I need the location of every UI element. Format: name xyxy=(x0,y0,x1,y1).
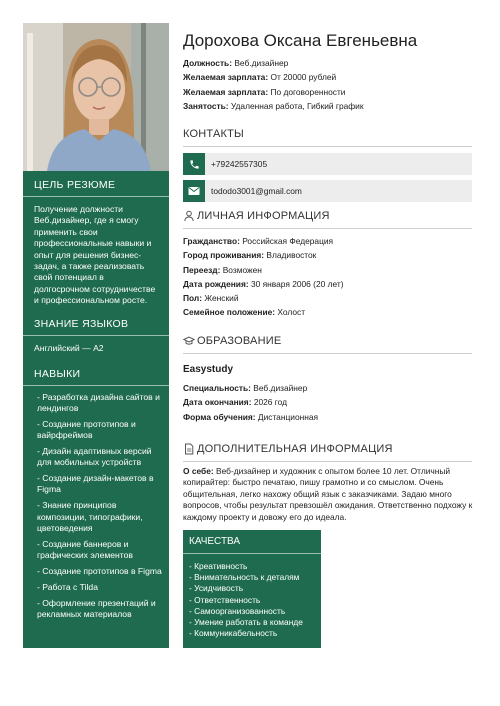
about-text xyxy=(183,466,475,523)
phone-icon xyxy=(183,153,205,175)
skill-item: - Создание прототипов и вайрфреймов xyxy=(37,419,136,441)
languages-title: ЗНАНИЕ ЯЗЫКОВ xyxy=(34,318,129,330)
left-sidebar xyxy=(23,23,169,648)
field-value: Российская Федерация xyxy=(242,236,334,246)
about-label: О себе: xyxy=(183,466,214,476)
skill-item: - Создание баннеров и графических элементов xyxy=(37,538,133,560)
field-label: Дата рождения: xyxy=(183,278,249,289)
personal-title xyxy=(183,210,472,222)
additional-title xyxy=(183,443,472,455)
quality-item: - Усидчивость xyxy=(189,583,244,594)
contacts-title-text: КОНТАКТЫ xyxy=(183,128,244,140)
skill-item: - Дизайн адаптивных версий для мобильных устройств xyxy=(37,446,152,468)
field-value: Дистанционная xyxy=(257,411,319,422)
field-label: Специальность: xyxy=(183,383,251,393)
candidate-name: Дорохова Оксана Евгеньевна xyxy=(183,31,418,50)
field-graduation xyxy=(183,395,483,409)
languages-section xyxy=(23,315,169,354)
about-body: Веб-дизайнер и художник с опытом более 10 лет. Отличный копирайтер: быстро печатаю, пишу грамотно и со смыслом. Очень общительная, легко нахожу общий язык с заказчиками. Задаю много вопросов, чтобы результат превзошёл ожидания. Ответственно подхожу к каждому проекту и довожу его до идеала. xyxy=(183,466,473,522)
document-icon xyxy=(183,443,195,455)
quality-item: - Внимательность к деталям xyxy=(189,572,300,583)
field-label: Пол: xyxy=(183,293,203,304)
skills-title: НАВЫКИ xyxy=(34,368,81,380)
profile-photo xyxy=(23,23,169,171)
field-position xyxy=(183,56,483,70)
languages-text: Английский — A2 xyxy=(34,343,104,353)
contacts-divider xyxy=(183,146,472,147)
field-value: Веб.дизайнер xyxy=(253,383,308,393)
quality-item: - Коммуникабельность xyxy=(189,628,278,639)
skill-item: - Разработка дизайна сайтов и лендингов xyxy=(37,392,160,414)
personal-fields xyxy=(183,234,483,320)
goal-text: Получение должности Веб.дизайнер, где я смогу применить свои профессиональные навыки и опыт для решения бизнес-задач, а также реализовать свой потенциал в долгосрочном сотрудничестве и профессиональном росте. xyxy=(34,204,156,306)
field-label: Должность: xyxy=(183,58,232,68)
mail-icon xyxy=(183,180,205,202)
field-value: По договоренности xyxy=(270,86,346,97)
field-marital xyxy=(183,305,483,319)
field-label: Гражданство: xyxy=(183,236,240,246)
field-value: 30 января 2006 (20 лет) xyxy=(250,278,344,289)
field-label: Переезд: xyxy=(183,264,221,275)
education-divider xyxy=(183,353,472,354)
field-label: Желаемая зарплата: xyxy=(183,72,269,83)
field-relocation xyxy=(183,263,483,277)
additional-title-text: ДОПОЛНИТЕЛЬНАЯ ИНФОРМАЦИЯ xyxy=(197,443,393,455)
field-salary-alt xyxy=(183,85,483,99)
field-specialty xyxy=(183,381,483,395)
contact-phone[interactable] xyxy=(183,153,472,175)
field-value: Женский xyxy=(204,293,239,304)
skills-list xyxy=(23,386,169,620)
quality-item: - Самоорганизованность xyxy=(189,605,286,616)
phone-text: +79242557305 xyxy=(211,159,268,169)
skill-item: - Знание принципов композиции, типографики, цветоведения xyxy=(37,500,143,533)
personal-title-text: ЛИЧНАЯ ИНФОРМАЦИЯ xyxy=(197,210,330,222)
field-salary xyxy=(183,70,483,84)
quality-item: - Умение работать в команде xyxy=(189,617,303,628)
education-title-text: ОБРАЗОВАНИЕ xyxy=(197,335,282,347)
education-title xyxy=(183,335,472,347)
email-text: tododo3001@gmail.com xyxy=(211,186,302,196)
field-label: Занятость: xyxy=(183,100,229,111)
field-value: Удаленная работа, Гибкий график xyxy=(230,100,364,111)
field-value: Веб.дизайнер xyxy=(234,58,289,68)
field-study-form xyxy=(183,410,483,424)
skill-item: - Оформление презентаций и рекламных материалов xyxy=(37,597,156,619)
quality-item: - Ответственность xyxy=(189,594,261,605)
contact-email[interactable] xyxy=(183,180,472,202)
field-value: От 20000 рублей xyxy=(270,72,337,83)
skill-item: - Создание дизайн-макетов в Figma xyxy=(37,473,154,495)
skill-item: - Создание прототипов в Figma xyxy=(37,565,162,576)
graduation-cap-icon xyxy=(183,335,195,347)
qualities-list xyxy=(183,554,321,639)
field-value: 2026 год xyxy=(253,397,288,408)
personal-divider xyxy=(183,228,472,229)
field-label: Желаемая зарплата: xyxy=(183,86,269,97)
quality-item: - Креативность xyxy=(189,561,248,571)
skills-section xyxy=(23,365,169,625)
field-gender xyxy=(183,291,483,305)
field-value: Возможен xyxy=(222,264,262,275)
field-label: Дата окончания: xyxy=(183,397,252,408)
user-icon xyxy=(183,210,195,222)
education-fields xyxy=(183,381,483,424)
qualities-box xyxy=(183,530,321,648)
field-value: Холост xyxy=(277,307,306,318)
goal-title: ЦЕЛЬ РЕЗЮМЕ xyxy=(34,179,116,191)
field-birthdate xyxy=(183,277,483,291)
institution-name: Easystudy xyxy=(183,364,234,375)
field-label: Город проживания: xyxy=(183,250,265,261)
qualities-title: КАЧЕСТВА xyxy=(189,536,241,547)
additional-divider xyxy=(183,461,472,462)
field-label: Форма обучения: xyxy=(183,411,256,422)
field-label: Семейное положение: xyxy=(183,307,276,318)
field-citizenship xyxy=(183,234,483,248)
field-value: Владивосток xyxy=(266,250,317,261)
goal-section xyxy=(23,176,169,307)
field-employment xyxy=(183,99,483,113)
header-fields xyxy=(183,56,483,113)
skill-item: - Работа с Tilda xyxy=(37,581,98,592)
contacts-title xyxy=(183,128,472,140)
field-city xyxy=(183,248,483,262)
